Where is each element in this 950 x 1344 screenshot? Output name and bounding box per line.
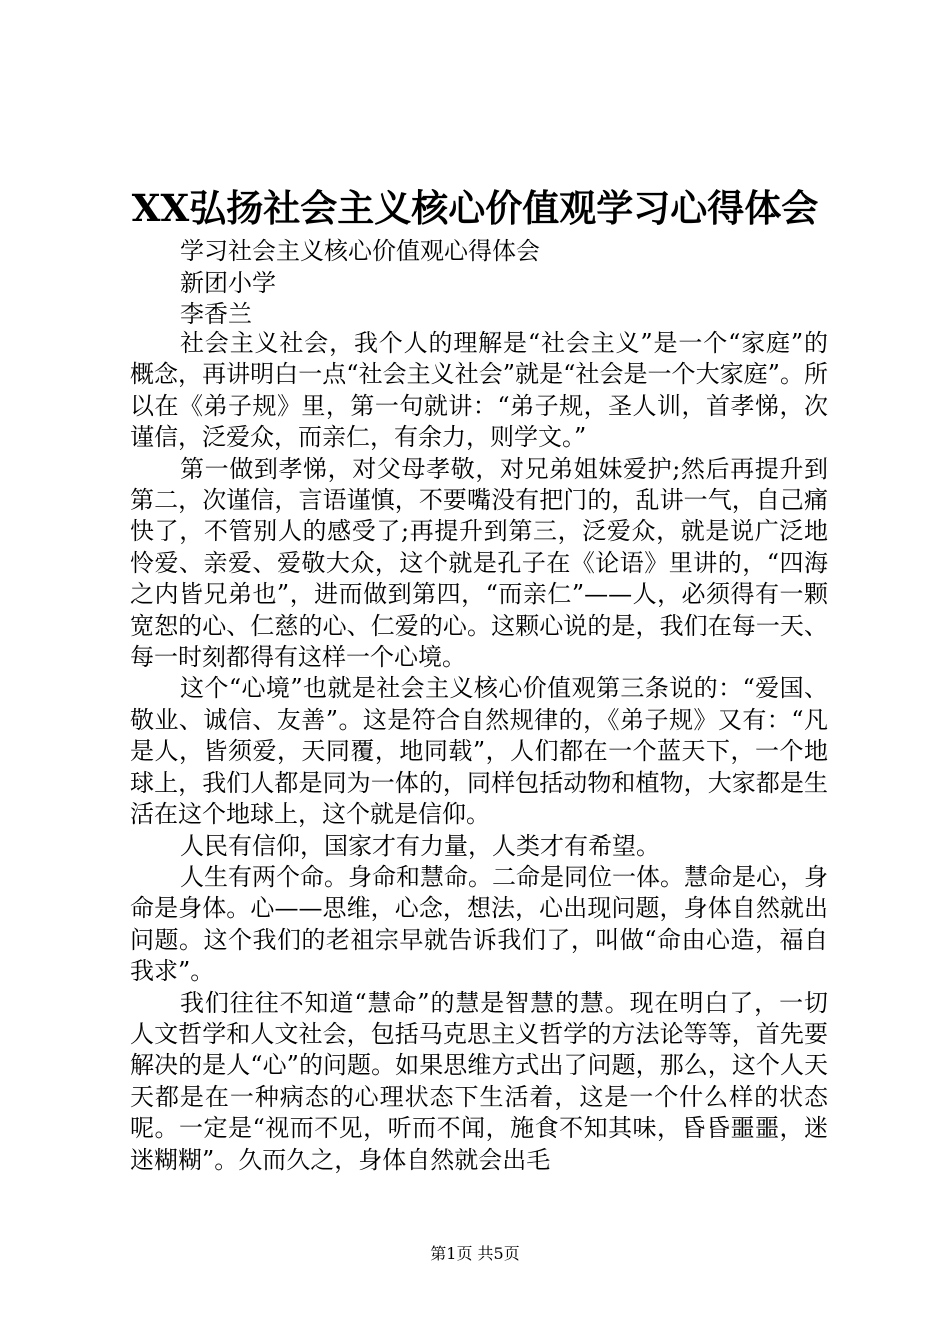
- document-body: [130, 328, 828, 1176]
- paragraph: 这个“心境”也就是社会主义核心价值观第三条说的：“爱国、敬业、诚信、友善”。这是符合自然规律的，《弟子规》又有：“凡是人，皆须爱，天同覆，地同载”，人们都在一个蓝天下，一个地球上，我们人都是同为一体的，同样包括动物和植物，大家都是生活在这个地球上，这个就是信仰。: [130, 674, 828, 829]
- document-title: XX弘扬社会主义核心价值观学习心得体会: [131, 186, 819, 230]
- paragraph: 第一做到孝悌，对父母孝敬，对兄弟姐妹爱护;然后再提升到第二，次谨信，言语谨慎，不要嘴没有把门的，乱讲一气，自己痛快了，不管别人的感受了;再提升到第三，泛爱众，就是说广泛地怜爱、亲爱、爱敬大众，这个就是孔子在《论语》里讲的，“四海之内皆兄弟也”，进而做到第四，“而亲仁”——人，必须得有一颗宽恕的心、仁慈的心、仁爱的心。这颗心说的是，我们在每一天、每一时刻都得有这样一个心境。: [130, 454, 828, 672]
- paragraph: 社会主义社会，我个人的理解是“社会主义”是一个“家庭”的概念，再讲明白一点“社会主义社会”就是“社会是一个大家庭”。所以在《弟子规》里，第一句就讲：“弟子规，圣人训，首孝悌，次谨信，泛爱众，而亲仁，有余力，则学文。”: [130, 329, 828, 452]
- paragraph: 人生有两个命。身命和慧命。二命是同位一体。慧命是心，身命是身体。心——思维，心念，想法，心出现问题，身体自然就出问题。这个我们的老祖宗早就告诉我们了，叫做“命由心造，福自我求”。: [130, 862, 828, 986]
- school-name: 新团小学: [180, 269, 276, 297]
- paragraph: 人民有信仰，国家才有力量，人类才有希望。: [180, 831, 660, 860]
- page-number: 第1页 共5页: [430, 1244, 520, 1263]
- document-subtitle: 学习社会主义核心价值观心得体会: [180, 237, 540, 265]
- paragraph: 我们往往不知道“慧命”的慧是智慧的慧。现在明白了，一切人文哲学和人文社会，包括马克思主义哲学的方法论等等，首先要解决的是人“心”的问题。如果思维方式出了问题，那么，这个人天天都是在一种病态的心理状态下生活着，这是一个什么样的状态呢。一定是“视而不见，听而不闻，施食不知其味，昏昏噩噩，迷迷糊糊”。久而久之，身体自然就会出毛: [130, 988, 828, 1174]
- author-name: 李香兰: [180, 300, 252, 328]
